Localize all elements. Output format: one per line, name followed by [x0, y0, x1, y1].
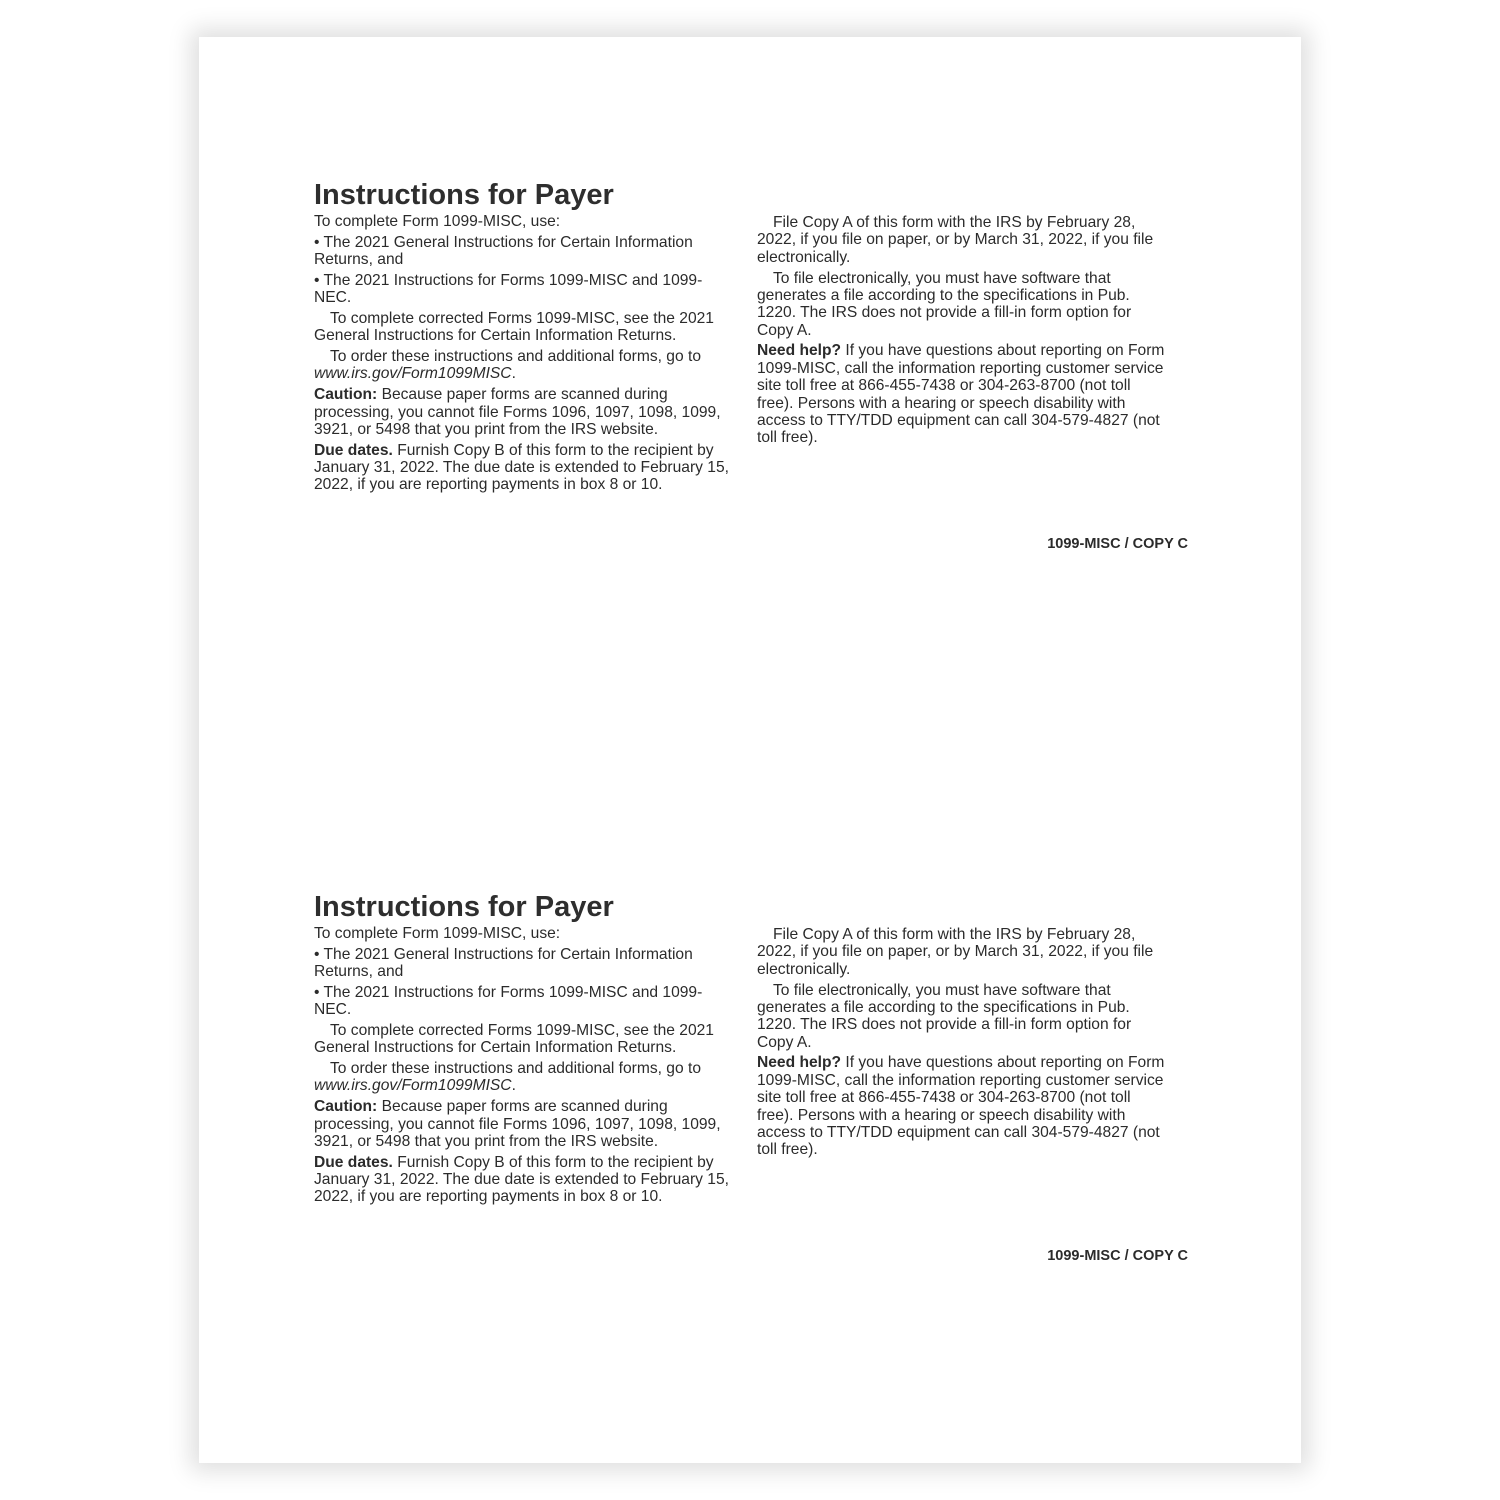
file-electronically-text: To file electronically, you must have software that generates a file according to the specifications in Pub. 1220. The IRS does not provide a fill-in form option for Copy A.: [757, 981, 1132, 1051]
file-electronically-text: To file electronically, you must have software that generates a file according to the specifications in Pub. 1220. The IRS does not provide a fill-in form option for Copy A.: [757, 269, 1132, 339]
intro-text: To complete Form 1099-MISC, use:: [314, 213, 561, 230]
bullet-general-instructions: • The 2021 General Instructions for Certain Information Returns, and: [314, 233, 693, 269]
need-help-text: If you have questions about reporting on Form 1099-MISC, call the information reporting customer service site toll free at 866-455-7438 or 304-263-8700 (not toll free). Persons with a hearing or speech disability with access to TTY/TDD equipment can call 304-579-4827 (not toll free).: [757, 1054, 1165, 1159]
due-dates-label: Due dates.: [314, 441, 393, 459]
copy-footer-label: 1099-MISC / COPY C: [1047, 536, 1188, 552]
need-help-paragraph: [757, 342, 1167, 446]
instructions-panel-top: [199, 177, 1301, 597]
left-column: [314, 925, 729, 1209]
right-column: [757, 214, 1167, 450]
due-dates-label: Due dates.: [314, 1153, 393, 1171]
corrected-forms-text: To complete corrected Forms 1099-MISC, see the 2021 General Instructions for Certain Information Returns.: [314, 1021, 714, 1057]
form-sheet: [199, 37, 1301, 1463]
intro-text: To complete Form 1099-MISC, use:: [314, 925, 561, 942]
bullet-general-instructions: • The 2021 General Instructions for Certain Information Returns, and: [314, 945, 693, 981]
order-forms-end: .: [511, 1077, 516, 1095]
bullet-form-instructions: • The 2021 Instructions for Forms 1099-MISC and 1099-NEC.: [314, 271, 703, 307]
due-dates-text: Furnish Copy B of this form to the recipient by January 31, 2022. The due date is extended to February 15, 2022, if you are reporting payments in box 8 or 10.: [314, 1153, 729, 1206]
file-copy-a-text: File Copy A of this form with the IRS by February 28, 2022, if you file on paper, or by March 31, 2022, if you file electronically.: [757, 214, 1154, 266]
bullet-form-instructions: • The 2021 Instructions for Forms 1099-MISC and 1099-NEC.: [314, 983, 703, 1019]
corrected-forms-text: To complete corrected Forms 1099-MISC, see the 2021 General Instructions for Certain Information Returns.: [314, 309, 714, 345]
order-forms-paragraph: [314, 1060, 729, 1095]
order-forms-paragraph: [314, 348, 729, 383]
panel-title: Instructions for Payer: [314, 179, 614, 211]
instructions-panel-bottom: [199, 889, 1301, 1309]
caution-paragraph: [314, 386, 729, 438]
caution-label: Caution:: [314, 1098, 378, 1116]
order-forms-text: To order these instructions and additional forms, go to: [330, 348, 701, 366]
panel-title: Instructions for Payer: [314, 891, 614, 923]
irs-form-link[interactable]: www.irs.gov/Form1099MISC: [314, 1077, 512, 1095]
caution-text: Because paper forms are scanned during processing, you cannot file Forms 1096, 1097, 1098, 1099, 3921, or 5498 that you print from the IRS website.: [314, 386, 721, 438]
due-dates-paragraph: [314, 442, 729, 494]
due-dates-paragraph: [314, 1154, 729, 1206]
caution-paragraph: [314, 1098, 729, 1150]
file-copy-a-text: File Copy A of this form with the IRS by February 28, 2022, if you file on paper, or by March 31, 2022, if you file electronically.: [757, 926, 1154, 978]
need-help-label: Need help?: [757, 342, 842, 360]
caution-label: Caution:: [314, 386, 378, 404]
left-column: [314, 213, 729, 497]
irs-form-link[interactable]: www.irs.gov/Form1099MISC: [314, 365, 512, 383]
right-column: [757, 926, 1167, 1162]
caution-text: Because paper forms are scanned during processing, you cannot file Forms 1096, 1097, 1098, 1099, 3921, or 5498 that you print from the IRS website.: [314, 1098, 721, 1150]
order-forms-text: To order these instructions and additional forms, go to: [330, 1060, 701, 1078]
due-dates-text: Furnish Copy B of this form to the recipient by January 31, 2022. The due date is extended to February 15, 2022, if you are reporting payments in box 8 or 10.: [314, 441, 729, 494]
need-help-paragraph: [757, 1054, 1167, 1158]
order-forms-end: .: [511, 365, 516, 383]
copy-footer-label: 1099-MISC / COPY C: [1047, 1248, 1188, 1264]
need-help-text: If you have questions about reporting on Form 1099-MISC, call the information reporting customer service site toll free at 866-455-7438 or 304-263-8700 (not toll free). Persons with a hearing or speech disability with access to TTY/TDD equipment can call 304-579-4827 (not toll free).: [757, 342, 1165, 447]
need-help-label: Need help?: [757, 1054, 842, 1072]
